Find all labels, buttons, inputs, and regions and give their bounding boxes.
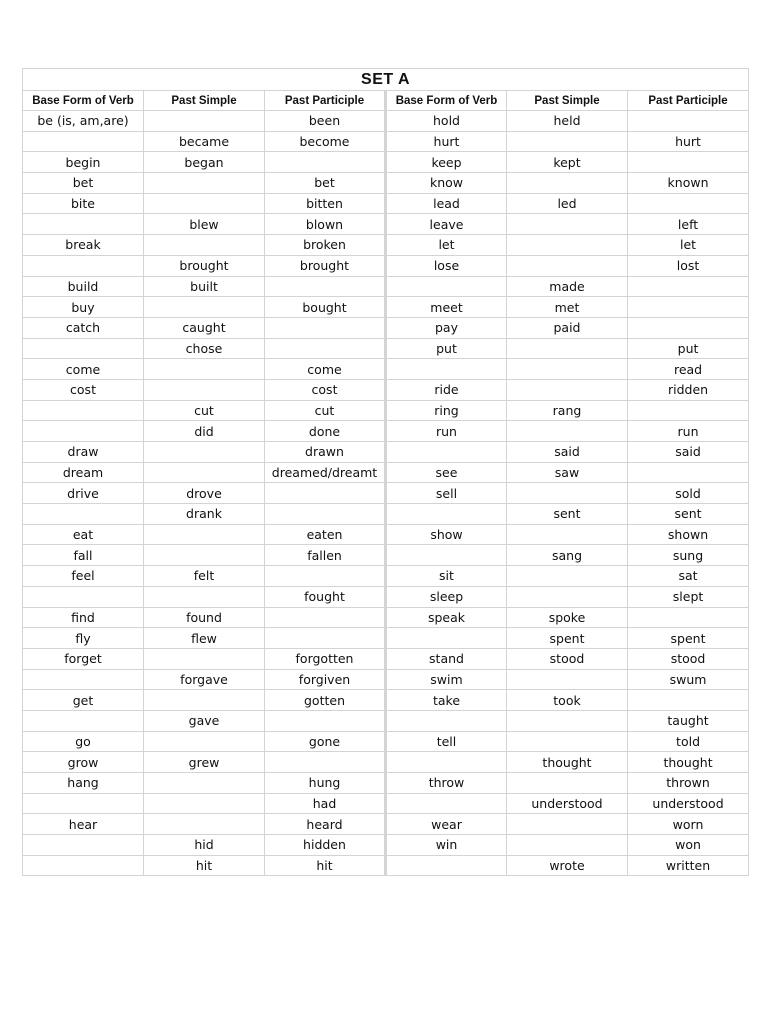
- base-form-cell: put: [386, 338, 507, 359]
- past-simple-cell: stood: [507, 648, 628, 669]
- past-participle-cell: had: [265, 793, 386, 814]
- irregular-verbs-table: [22, 68, 749, 876]
- past-simple-cell: [144, 524, 265, 545]
- base-form-cell: tell: [386, 731, 507, 752]
- header-base-form-right: Base Form of Verb: [386, 91, 507, 111]
- past-simple-cell: [144, 297, 265, 318]
- past-participle-cell: [628, 690, 749, 711]
- base-form-cell: forget: [23, 648, 144, 669]
- table-row: [23, 421, 749, 442]
- past-participle-cell: [265, 338, 386, 359]
- past-participle-cell: sat: [628, 566, 749, 587]
- past-simple-cell: [507, 731, 628, 752]
- past-simple-cell: [144, 442, 265, 463]
- base-form-cell: stand: [386, 648, 507, 669]
- past-simple-cell: [507, 710, 628, 731]
- past-simple-cell: took: [507, 690, 628, 711]
- past-simple-cell: understood: [507, 793, 628, 814]
- table-row: [23, 835, 749, 856]
- base-form-cell: sleep: [386, 586, 507, 607]
- base-form-cell: [386, 855, 507, 876]
- past-participle-cell: gotten: [265, 690, 386, 711]
- past-participle-cell: fought: [265, 586, 386, 607]
- past-participle-cell: written: [628, 855, 749, 876]
- header-past-participle-right: Past Participle: [628, 91, 749, 111]
- past-simple-cell: [507, 586, 628, 607]
- base-form-cell: dream: [23, 462, 144, 483]
- past-simple-cell: became: [144, 131, 265, 152]
- table-row: [23, 710, 749, 731]
- base-form-cell: [23, 669, 144, 690]
- worksheet-title: SET A: [23, 69, 749, 91]
- base-form-cell: sell: [386, 483, 507, 504]
- base-form-cell: be (is, am,are): [23, 111, 144, 132]
- past-participle-cell: [628, 400, 749, 421]
- past-simple-cell: [144, 731, 265, 752]
- past-participle-cell: gone: [265, 731, 386, 752]
- past-participle-cell: bet: [265, 173, 386, 194]
- base-form-cell: grow: [23, 752, 144, 773]
- past-participle-cell: spent: [628, 628, 749, 649]
- base-form-cell: break: [23, 235, 144, 256]
- past-participle-cell: done: [265, 421, 386, 442]
- past-simple-cell: sang: [507, 545, 628, 566]
- base-form-cell: see: [386, 462, 507, 483]
- table-row: [23, 193, 749, 214]
- past-participle-cell: shown: [628, 524, 749, 545]
- table-row: [23, 773, 749, 794]
- past-participle-cell: [265, 607, 386, 628]
- past-simple-cell: thought: [507, 752, 628, 773]
- past-simple-cell: hid: [144, 835, 265, 856]
- past-participle-cell: worn: [628, 814, 749, 835]
- base-form-cell: [23, 214, 144, 235]
- past-simple-cell: said: [507, 442, 628, 463]
- table-row: [23, 379, 749, 400]
- table-row: [23, 504, 749, 525]
- table-row: [23, 359, 749, 380]
- verb-table-body: [23, 111, 749, 876]
- past-simple-cell: [507, 338, 628, 359]
- table-row: [23, 235, 749, 256]
- table-row: [23, 648, 749, 669]
- past-simple-cell: blew: [144, 214, 265, 235]
- table-row: [23, 731, 749, 752]
- table-row: [23, 297, 749, 318]
- past-simple-cell: [507, 669, 628, 690]
- past-participle-cell: [628, 152, 749, 173]
- table-row: [23, 338, 749, 359]
- past-participle-cell: told: [628, 731, 749, 752]
- base-form-cell: get: [23, 690, 144, 711]
- past-simple-cell: [507, 483, 628, 504]
- past-simple-cell: spent: [507, 628, 628, 649]
- base-form-cell: [23, 255, 144, 276]
- base-form-cell: hold: [386, 111, 507, 132]
- past-simple-cell: [507, 359, 628, 380]
- base-form-cell: eat: [23, 524, 144, 545]
- base-form-cell: [386, 710, 507, 731]
- base-form-cell: [23, 421, 144, 442]
- base-form-cell: [386, 545, 507, 566]
- past-simple-cell: forgave: [144, 669, 265, 690]
- base-form-cell: [23, 835, 144, 856]
- past-participle-cell: brought: [265, 255, 386, 276]
- past-simple-cell: [144, 173, 265, 194]
- base-form-cell: throw: [386, 773, 507, 794]
- past-participle-cell: taught: [628, 710, 749, 731]
- table-row: [23, 524, 749, 545]
- past-participle-cell: left: [628, 214, 749, 235]
- past-simple-cell: wrote: [507, 855, 628, 876]
- table-row: [23, 255, 749, 276]
- base-form-cell: build: [23, 276, 144, 297]
- table-row: [23, 752, 749, 773]
- past-participle-cell: been: [265, 111, 386, 132]
- past-simple-cell: kept: [507, 152, 628, 173]
- header-past-participle-left: Past Participle: [265, 91, 386, 111]
- past-participle-cell: [265, 276, 386, 297]
- base-form-cell: [23, 710, 144, 731]
- past-participle-cell: [628, 462, 749, 483]
- base-form-cell: ring: [386, 400, 507, 421]
- past-simple-cell: sent: [507, 504, 628, 525]
- base-form-cell: [386, 359, 507, 380]
- past-simple-cell: [144, 359, 265, 380]
- past-simple-cell: [507, 379, 628, 400]
- table-row: [23, 111, 749, 132]
- past-participle-cell: fallen: [265, 545, 386, 566]
- past-participle-cell: lost: [628, 255, 749, 276]
- past-simple-cell: [507, 173, 628, 194]
- past-participle-cell: said: [628, 442, 749, 463]
- past-participle-cell: [265, 483, 386, 504]
- past-simple-cell: cut: [144, 400, 265, 421]
- past-simple-cell: [507, 835, 628, 856]
- past-participle-cell: hurt: [628, 131, 749, 152]
- past-participle-cell: swum: [628, 669, 749, 690]
- past-simple-cell: [144, 545, 265, 566]
- base-form-cell: [386, 793, 507, 814]
- base-form-cell: leave: [386, 214, 507, 235]
- past-participle-cell: [628, 297, 749, 318]
- table-row: [23, 545, 749, 566]
- table-row: [23, 793, 749, 814]
- base-form-cell: meet: [386, 297, 507, 318]
- past-simple-cell: [144, 235, 265, 256]
- past-participle-cell: [265, 566, 386, 587]
- past-participle-cell: stood: [628, 648, 749, 669]
- past-simple-cell: grew: [144, 752, 265, 773]
- past-participle-cell: eaten: [265, 524, 386, 545]
- past-simple-cell: drove: [144, 483, 265, 504]
- base-form-cell: cost: [23, 379, 144, 400]
- verb-worksheet: [22, 68, 748, 876]
- past-participle-cell: run: [628, 421, 749, 442]
- past-participle-cell: [265, 710, 386, 731]
- past-participle-cell: sold: [628, 483, 749, 504]
- base-form-cell: [23, 338, 144, 359]
- base-form-cell: [23, 131, 144, 152]
- base-form-cell: ride: [386, 379, 507, 400]
- base-form-cell: fly: [23, 628, 144, 649]
- past-simple-cell: [144, 586, 265, 607]
- base-form-cell: keep: [386, 152, 507, 173]
- base-form-cell: catch: [23, 317, 144, 338]
- past-participle-cell: understood: [628, 793, 749, 814]
- past-simple-cell: [144, 793, 265, 814]
- base-form-cell: show: [386, 524, 507, 545]
- past-participle-cell: [265, 317, 386, 338]
- past-participle-cell: forgiven: [265, 669, 386, 690]
- table-row: [23, 462, 749, 483]
- base-form-cell: [23, 504, 144, 525]
- past-simple-cell: led: [507, 193, 628, 214]
- past-simple-cell: found: [144, 607, 265, 628]
- past-participle-cell: bought: [265, 297, 386, 318]
- past-participle-cell: hung: [265, 773, 386, 794]
- past-simple-cell: hit: [144, 855, 265, 876]
- base-form-cell: feel: [23, 566, 144, 587]
- past-participle-cell: slept: [628, 586, 749, 607]
- past-participle-cell: [628, 111, 749, 132]
- base-form-cell: hurt: [386, 131, 507, 152]
- past-simple-cell: chose: [144, 338, 265, 359]
- past-participle-cell: cut: [265, 400, 386, 421]
- past-simple-cell: felt: [144, 566, 265, 587]
- base-form-cell: know: [386, 173, 507, 194]
- past-participle-cell: [628, 276, 749, 297]
- past-simple-cell: spoke: [507, 607, 628, 628]
- base-form-cell: win: [386, 835, 507, 856]
- column-header-row: [23, 91, 749, 111]
- past-simple-cell: drank: [144, 504, 265, 525]
- past-simple-cell: saw: [507, 462, 628, 483]
- table-row: [23, 152, 749, 173]
- past-simple-cell: caught: [144, 317, 265, 338]
- base-form-cell: [23, 855, 144, 876]
- past-participle-cell: ridden: [628, 379, 749, 400]
- past-participle-cell: hidden: [265, 835, 386, 856]
- past-simple-cell: [144, 814, 265, 835]
- past-participle-cell: hit: [265, 855, 386, 876]
- base-form-cell: begin: [23, 152, 144, 173]
- table-row: [23, 566, 749, 587]
- base-form-cell: [386, 276, 507, 297]
- past-simple-cell: rang: [507, 400, 628, 421]
- base-form-cell: sit: [386, 566, 507, 587]
- past-simple-cell: [144, 462, 265, 483]
- past-simple-cell: began: [144, 152, 265, 173]
- past-participle-cell: blown: [265, 214, 386, 235]
- base-form-cell: find: [23, 607, 144, 628]
- past-participle-cell: [265, 752, 386, 773]
- past-participle-cell: sent: [628, 504, 749, 525]
- base-form-cell: [386, 752, 507, 773]
- past-participle-cell: thrown: [628, 773, 749, 794]
- past-participle-cell: become: [265, 131, 386, 152]
- base-form-cell: hang: [23, 773, 144, 794]
- table-row: [23, 214, 749, 235]
- past-participle-cell: let: [628, 235, 749, 256]
- past-simple-cell: [507, 773, 628, 794]
- header-past-simple-left: Past Simple: [144, 91, 265, 111]
- past-participle-cell: [265, 628, 386, 649]
- table-row: [23, 317, 749, 338]
- past-simple-cell: [144, 690, 265, 711]
- past-simple-cell: [144, 111, 265, 132]
- header-base-form-left: Base Form of Verb: [23, 91, 144, 111]
- past-simple-cell: [507, 814, 628, 835]
- past-simple-cell: built: [144, 276, 265, 297]
- table-row: [23, 690, 749, 711]
- base-form-cell: wear: [386, 814, 507, 835]
- past-participle-cell: put: [628, 338, 749, 359]
- past-simple-cell: [507, 566, 628, 587]
- base-form-cell: swim: [386, 669, 507, 690]
- table-row: [23, 442, 749, 463]
- past-participle-cell: sung: [628, 545, 749, 566]
- table-row: [23, 276, 749, 297]
- past-simple-cell: [507, 131, 628, 152]
- base-form-cell: take: [386, 690, 507, 711]
- table-row: [23, 483, 749, 504]
- base-form-cell: [386, 504, 507, 525]
- past-participle-cell: drawn: [265, 442, 386, 463]
- past-simple-cell: paid: [507, 317, 628, 338]
- past-participle-cell: [265, 152, 386, 173]
- past-participle-cell: forgotten: [265, 648, 386, 669]
- base-form-cell: go: [23, 731, 144, 752]
- past-simple-cell: [507, 421, 628, 442]
- table-row: [23, 669, 749, 690]
- past-simple-cell: [144, 379, 265, 400]
- past-simple-cell: [507, 255, 628, 276]
- past-participle-cell: [265, 504, 386, 525]
- past-simple-cell: [144, 773, 265, 794]
- past-simple-cell: made: [507, 276, 628, 297]
- past-participle-cell: come: [265, 359, 386, 380]
- past-participle-cell: won: [628, 835, 749, 856]
- base-form-cell: [386, 628, 507, 649]
- past-simple-cell: brought: [144, 255, 265, 276]
- past-participle-cell: broken: [265, 235, 386, 256]
- base-form-cell: lead: [386, 193, 507, 214]
- base-form-cell: pay: [386, 317, 507, 338]
- table-row: [23, 131, 749, 152]
- past-simple-cell: did: [144, 421, 265, 442]
- past-simple-cell: met: [507, 297, 628, 318]
- past-participle-cell: [628, 317, 749, 338]
- past-simple-cell: [507, 524, 628, 545]
- past-participle-cell: heard: [265, 814, 386, 835]
- base-form-cell: bet: [23, 173, 144, 194]
- past-participle-cell: cost: [265, 379, 386, 400]
- past-simple-cell: [144, 193, 265, 214]
- past-participle-cell: thought: [628, 752, 749, 773]
- past-participle-cell: dreamed/dreamt: [265, 462, 386, 483]
- base-form-cell: buy: [23, 297, 144, 318]
- past-participle-cell: known: [628, 173, 749, 194]
- past-simple-cell: [507, 235, 628, 256]
- past-participle-cell: bitten: [265, 193, 386, 214]
- base-form-cell: [23, 586, 144, 607]
- table-row: [23, 400, 749, 421]
- base-form-cell: draw: [23, 442, 144, 463]
- base-form-cell: let: [386, 235, 507, 256]
- base-form-cell: hear: [23, 814, 144, 835]
- table-row: [23, 628, 749, 649]
- base-form-cell: [386, 442, 507, 463]
- header-past-simple-right: Past Simple: [507, 91, 628, 111]
- base-form-cell: come: [23, 359, 144, 380]
- table-row: [23, 607, 749, 628]
- table-row: [23, 586, 749, 607]
- base-form-cell: bite: [23, 193, 144, 214]
- base-form-cell: [23, 793, 144, 814]
- base-form-cell: speak: [386, 607, 507, 628]
- base-form-cell: lose: [386, 255, 507, 276]
- base-form-cell: [23, 400, 144, 421]
- base-form-cell: drive: [23, 483, 144, 504]
- past-simple-cell: [144, 648, 265, 669]
- past-participle-cell: [628, 607, 749, 628]
- base-form-cell: fall: [23, 545, 144, 566]
- past-participle-cell: [628, 193, 749, 214]
- past-simple-cell: flew: [144, 628, 265, 649]
- base-form-cell: run: [386, 421, 507, 442]
- past-participle-cell: read: [628, 359, 749, 380]
- past-simple-cell: held: [507, 111, 628, 132]
- past-simple-cell: gave: [144, 710, 265, 731]
- table-row: [23, 814, 749, 835]
- table-row: [23, 173, 749, 194]
- past-simple-cell: [507, 214, 628, 235]
- table-row: [23, 855, 749, 876]
